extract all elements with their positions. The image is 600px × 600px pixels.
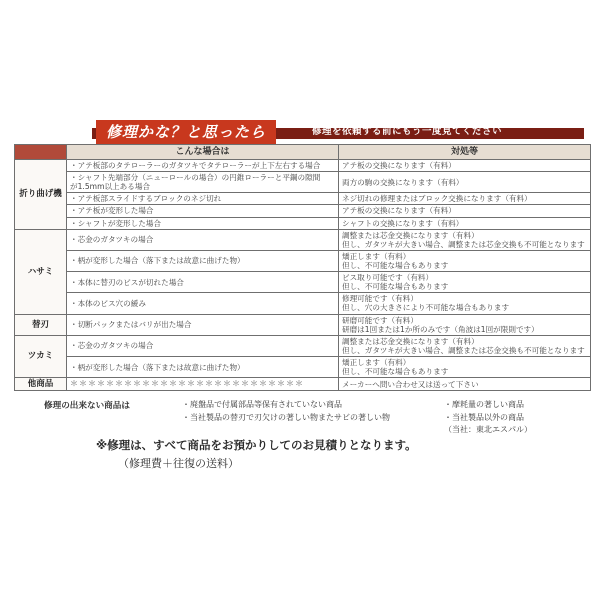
category-cell: ツカミ xyxy=(15,335,67,377)
action-text: 矯正します（有料） xyxy=(342,251,411,261)
action-cell xyxy=(339,356,591,377)
case-cell xyxy=(67,314,339,335)
table-row xyxy=(15,356,591,377)
banner-subtitle: 修理を依頼する前にもう一度見てください xyxy=(312,126,503,137)
action-cell xyxy=(339,205,591,217)
action-cell xyxy=(339,172,591,193)
action-cell xyxy=(339,335,591,356)
banner xyxy=(22,118,590,144)
case-cell xyxy=(67,335,339,356)
case-cell xyxy=(67,205,339,217)
action-cell xyxy=(339,193,591,205)
case-cell xyxy=(67,172,339,193)
action-cell xyxy=(339,378,591,391)
repair-table xyxy=(14,144,591,391)
action-text: ビス取り可能です（有料） xyxy=(342,273,434,283)
action-text: 矯正します（有料） xyxy=(342,357,411,367)
unrepairable-label: 修理の出来ない商品は xyxy=(44,401,130,412)
table-row xyxy=(15,193,591,205)
table-row xyxy=(15,378,591,391)
case-cell xyxy=(67,378,339,391)
action-cell xyxy=(339,229,591,250)
case-cell xyxy=(67,193,339,205)
case-cell xyxy=(67,293,339,314)
table-row xyxy=(15,272,591,293)
action-text: 研磨可能です（有料） xyxy=(342,315,418,325)
case-text: ・柄が変形した場合（落下または故意に曲げた物） xyxy=(70,362,245,372)
action-text: 研磨は1回または1か所のみです（角波は1回が限則です） xyxy=(342,324,539,334)
repair-table-body xyxy=(15,160,591,391)
case-text: ・シャフト先端部分（ニューロールの場合）の円錐ローラーと平鋼の隙間 xyxy=(70,173,321,183)
category-cell: 替刃 xyxy=(15,314,67,335)
table-row xyxy=(15,293,591,314)
action-text: シャフトの交換になります（有料） xyxy=(342,218,464,228)
company-note: （当社：東北エスパル） xyxy=(444,425,532,435)
table-row xyxy=(15,172,591,193)
action-text: 但し、不可能な場合もあります xyxy=(342,260,449,270)
category-cell: 折り曲げ機 xyxy=(15,160,67,230)
case-cell xyxy=(67,217,339,229)
action-text: 調整または芯金交換になります（有料） xyxy=(342,230,479,240)
shipping-note: （修理費＋往復の送料） xyxy=(118,457,239,470)
action-text: 両方の駒の交換になります（有料） xyxy=(342,177,464,187)
case-text: ・芯金のガタツキの場合 xyxy=(70,235,154,245)
case-text: ＊＊＊＊＊＊＊＊＊＊＊＊＊＊＊＊＊＊＊＊＊＊＊＊＊＊ xyxy=(70,379,304,389)
action-text: 但し、穴の大きさにより不可能な場合もあります xyxy=(342,303,510,313)
case-text: ・芯金のガタツキの場合 xyxy=(70,341,154,351)
case-text: ・本体に替刃のビスが切れた場合 xyxy=(70,277,184,287)
table-row xyxy=(15,160,591,172)
repair-guide-sheet xyxy=(14,118,590,437)
case-text: ・アテ板部のタテローラーのガタツキでタテローラーが上下左右する場合 xyxy=(70,161,321,170)
action-cell xyxy=(339,217,591,229)
table-row xyxy=(15,335,591,356)
action-cell xyxy=(339,160,591,172)
action-cell xyxy=(339,293,591,314)
action-text: 但し、ガタツキが大きい場合、調整または芯金交換も不可能となります xyxy=(342,239,585,249)
case-text: が1.5mm以上ある場合 xyxy=(70,182,151,192)
header-action: 対処等 xyxy=(339,145,591,160)
action-cell xyxy=(339,250,591,271)
case-cell xyxy=(67,229,339,250)
action-text: メーカーへ問い合わせ又は送って下さい xyxy=(342,379,479,389)
action-text: ネジ切れの修理またはブロック交換になります（有料） xyxy=(342,194,532,204)
table-row xyxy=(15,217,591,229)
case-text: ・アテ板が変形した場合 xyxy=(70,206,154,216)
action-text: アテ板の交換になります（有料） xyxy=(342,206,456,216)
action-text: 但し、ガタツキが大きい場合、調整または芯金交換も不可能となります xyxy=(342,345,585,355)
table-header-row xyxy=(15,145,591,160)
category-cell: ハサミ xyxy=(15,229,67,314)
action-cell xyxy=(339,314,591,335)
case-text: ・アテ板部スライドするブロックのネジ切れ xyxy=(70,194,222,204)
case-text: ・シャフトが変形した場合 xyxy=(70,218,161,228)
action-text: 修理可能です（有料） xyxy=(342,294,418,304)
case-cell xyxy=(67,356,339,377)
action-text: 但し、不可能な場合もあります xyxy=(342,367,449,377)
unrepairable-item: ・廃盤品で付属部品等保有されていない商品 xyxy=(182,400,342,410)
header-corner xyxy=(15,145,67,160)
banner-title: 修理かな？と思ったら xyxy=(96,120,276,144)
table-row xyxy=(15,205,591,217)
action-cell xyxy=(339,272,591,293)
action-text: 調整または芯金交換になります（有料） xyxy=(342,336,479,346)
table-row xyxy=(15,250,591,271)
unrepairable-item: ・当社製品の替刃で刃欠けの著しい物またサビの著しい物 xyxy=(182,412,390,422)
unrepairable-section xyxy=(14,397,590,437)
estimate-note: ※修理は、すべて商品をお預かりしてのお見積りとなります。 xyxy=(96,438,417,452)
unrepairable-list-left xyxy=(182,399,390,424)
action-text: 但し、不可能な場合もあります xyxy=(342,282,449,292)
header-case: こんな場合は xyxy=(67,145,339,160)
unrepairable-item: ・摩耗量の著しい商品 xyxy=(444,400,524,410)
action-text: アテ板の交換になります（有料） xyxy=(342,161,456,170)
table-row xyxy=(15,229,591,250)
case-cell xyxy=(67,272,339,293)
table-row xyxy=(15,314,591,335)
unrepairable-list-right xyxy=(444,399,532,436)
unrepairable-item: ・当社製品以外の商品 xyxy=(444,412,524,422)
case-text: ・本体のビス穴の緩み xyxy=(70,298,146,308)
case-cell xyxy=(67,160,339,172)
case-cell xyxy=(67,250,339,271)
case-text: ・切断パックまたはバリが出た場合 xyxy=(70,320,192,330)
case-text: ・柄が変形した場合（落下または故意に曲げた物） xyxy=(70,256,245,266)
category-cell: 他商品 xyxy=(15,378,67,391)
